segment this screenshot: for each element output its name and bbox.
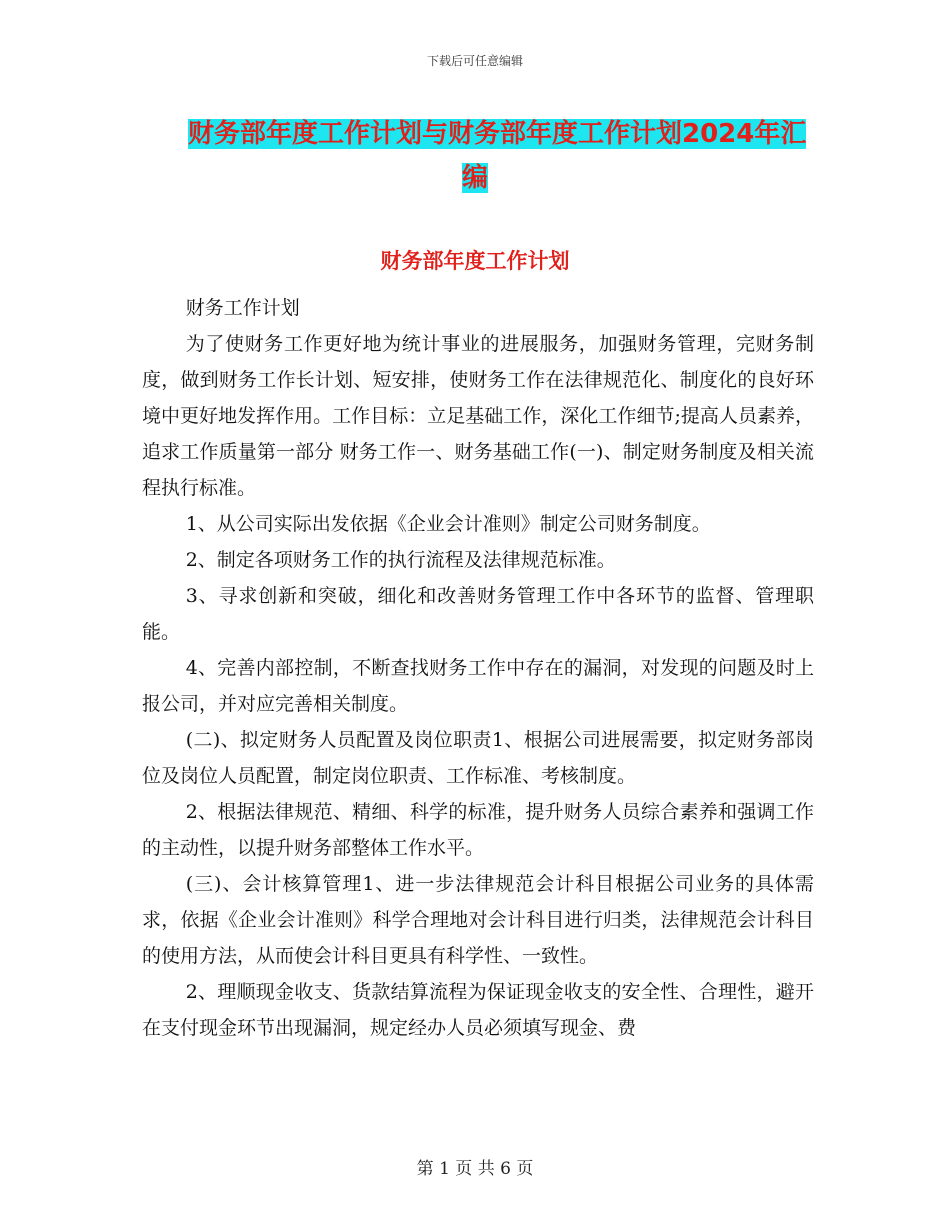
section-title: 财务部年度工作计划 [380, 249, 570, 273]
title-line-1: 财务部年度工作计划与财务部年度工作计划2024年汇 [188, 119, 807, 149]
paragraph: 为了使财务工作更好地为统计事业的进展服务，加强财务管理，完财务制度，做到财务工作长计划、短安排，使财务工作在法律规范化、制度化的良好环境中更好地发挥作用。工作目标：立足基础工作，深化工作细节;提高人员素养，追求工作质量第一部分 财务工作一、财务基础工作(一)、制定财务制度及相关流程执行标准。 [142, 333, 814, 499]
paragraph: 4、完善内部控制，不断查找财务工作中存在的漏洞，对发现的问题及时上报公司，并对应完善相关制度。 [142, 657, 814, 715]
paragraph: (三)、会计核算管理1、进一步法律规范会计科目根据公司业务的具体需求，依据《企业会计准则》科学合理地对会计科目进行归类，法律规范会计科目的使用方法，从而使会计科目更具有科学性、一致性。 [142, 873, 814, 967]
paragraph: (二)、拟定财务人员配置及岗位职责1、根据公司进展需要，拟定财务部岗位及岗位人员配置，制定岗位职责、工作标准、考核制度。 [142, 729, 814, 787]
title-line-2: 编 [462, 163, 489, 193]
document-body [142, 290, 814, 1046]
paragraph: 2、制定各项财务工作的执行流程及法律规范标准。 [185, 549, 616, 571]
paragraph: 3、寻求创新和突破，细化和改善财务管理工作中各环节的监督、管理职能。 [142, 585, 814, 643]
paragraph: 财务工作计划 [185, 297, 300, 319]
header-note: 下载后可任意编辑 [426, 54, 523, 68]
paragraph: 2、理顺现金收支、货款结算流程为保证现金收支的安全性、合理性，避开在支付现金环节出现漏洞，规定经办人员必须填写现金、费 [142, 981, 814, 1039]
page-footer: 第 1 页 共 6 页 [416, 1159, 534, 1179]
paragraph: 2、根据法律规范、精细、科学的标准，提升财务人员综合素养和强调工作的主动性，以提升财务部整体工作水平。 [142, 801, 814, 859]
document-title [188, 112, 828, 200]
paragraph: 1、从公司实际出发依据《企业会计准则》制定公司财务制度。 [185, 513, 711, 535]
